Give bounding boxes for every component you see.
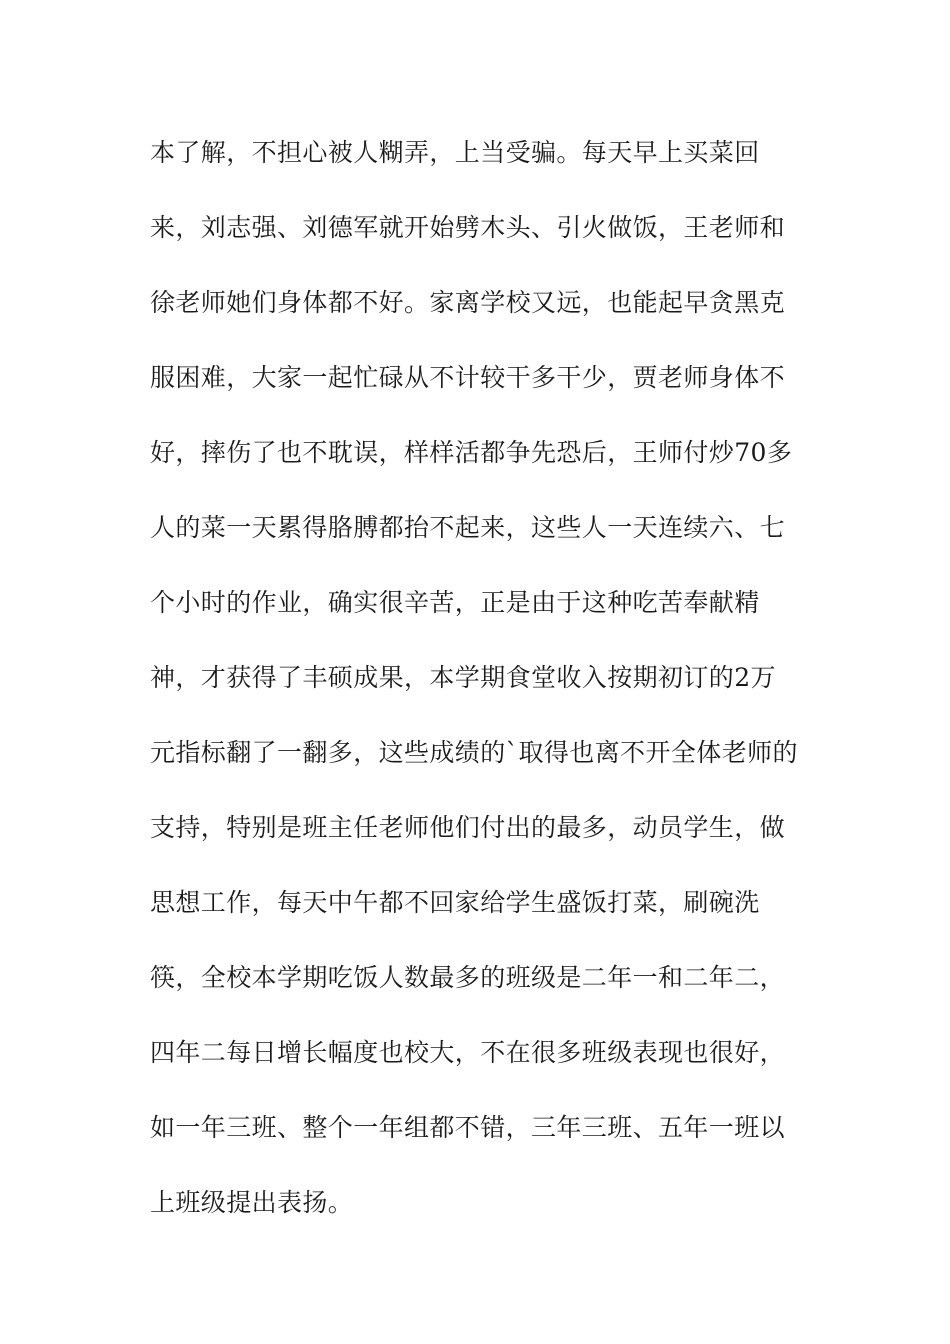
text-line: 好，摔伤了也不耽误，样样活都争先恐后，王师付炒70多: [150, 438, 793, 467]
text-line: 元指标翻了一翻多，这些成绩的`取得也离不开全体老师的: [150, 738, 798, 767]
text-line: 本了解，不担心被人糊弄，上当受骗。每天早上买菜回: [150, 138, 760, 167]
text-line: 人的菜一天累得胳膊都抬不起来，这些人一天连续六、七: [150, 513, 786, 542]
body-text: [150, 133, 810, 1258]
text-line: 来，刘志强、刘德军就开始劈木头、引火做饭，王老师和: [150, 213, 786, 242]
text-line: 服困难，大家一起忙碌从不计较干多干少，贾老师身体不: [150, 363, 786, 392]
text-line: 徐老师她们身体都不好。家离学校又远，也能起早贪黑克: [150, 288, 786, 317]
text-line: 神，才获得了丰硕成果，本学期食堂收入按期初订的2万: [150, 663, 776, 692]
text-line: 四年二每日增长幅度也校大，不在很多班级表现也很好，: [150, 1038, 786, 1067]
text-line: 如一年三班、整个一年组都不错，三年三班、五年一班以: [150, 1113, 786, 1142]
text-line: 支持，特别是班主任老师他们付出的最多，动员学生，做: [150, 813, 786, 842]
text-line: 筷，全校本学期吃饭人数最多的班级是二年一和二年二，: [150, 963, 786, 992]
text-line: 个小时的作业，确实很辛苦，正是由于这种吃苦奉献精: [150, 588, 760, 617]
text-line: 上班级提出表扬。: [150, 1188, 354, 1217]
text-line: 思想工作，每天中午都不回家给学生盛饭打菜，刷碗洗: [150, 888, 760, 917]
